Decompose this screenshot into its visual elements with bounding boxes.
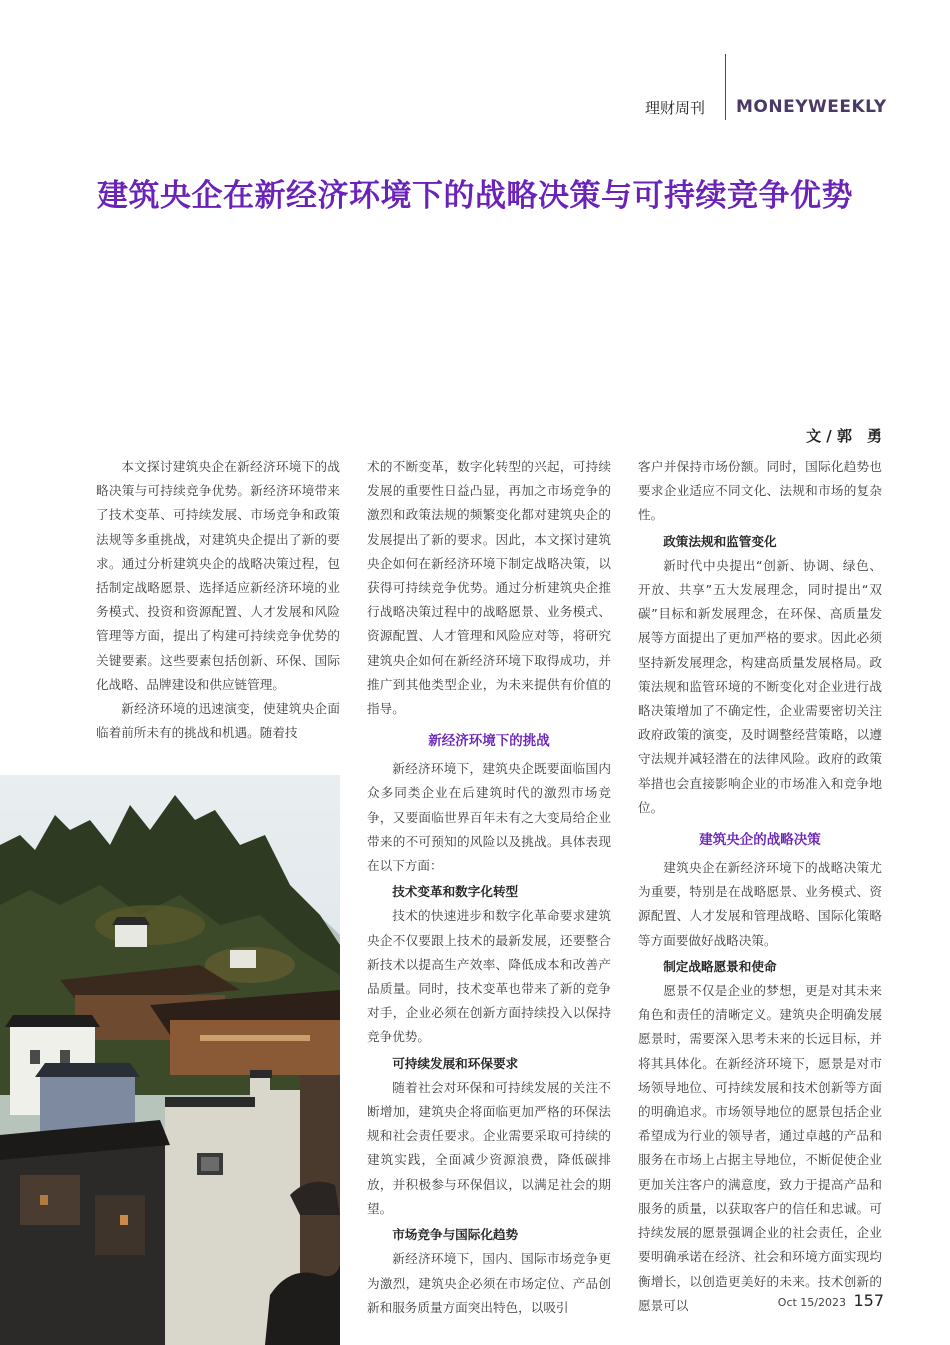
article-title: 建筑央企在新经济环境下的战略决策与可持续竞争优势 <box>97 178 853 214</box>
author-byline: 文 / 郭 勇 <box>806 427 882 445</box>
text-column-2 <box>367 455 611 1320</box>
page-number: 157 <box>853 1291 884 1310</box>
text-column-1 <box>96 455 340 745</box>
paragraph: 新经济环境下，国内、国际市场竞争更为激烈，建筑央企必须在市场定位、产品创新和服务质量方面突出特色，以吸引 <box>367 1251 611 1315</box>
subsection-heading: 政策法规和监管变化 <box>663 533 777 549</box>
village-photo <box>0 775 340 1345</box>
paragraph: 客户并保持市场份额。同时，国际化趋势也要求企业适应不同文化、法规和市场的复杂性。 <box>638 459 882 523</box>
subsection-heading: 技术变革和数字化转型 <box>392 884 519 900</box>
paragraph: 新经济环境的迅速演变，使建筑央企面临着前所未有的挑战和机遇。随着技 <box>96 701 340 741</box>
paragraph: 愿景不仅是企业的梦想，更是对其未来角色和责任的清晰定义。建筑央企明确发展愿景时，需要深入思考未来的长远目标，并将其具体化。在新经济环境下，愿景是对市场领导地位、可持续发展和技术创新等方面的明确追求。市场领导地位的愿景包括企业希望成为行业的领导者，通过卓越的产品和服务在市场上占据主导地位，不断促使企业更加关注客户的满意度，致力于提高产品和服务的质量，以获取客户的信任和忠诚。可持续发展的愿景强调企业的社会责任，企业要明确承诺在经济、社会和环境方面实现均衡增长，以创造更美好的未来。技术创新的愿景可以 <box>638 983 882 1313</box>
section-heading: 建筑央企的战略决策 <box>699 832 821 849</box>
subsection-heading: 市场竞争与国际化趋势 <box>392 1227 519 1243</box>
issue-date: Oct 15/2023 <box>777 1296 846 1309</box>
paragraph: 术的不断变革，数字化转型的兴起，可持续发展的重要性日益凸显，再加之市场竞争的激烈和政策法规的频繁变化都对建筑央企的发展提出了新的要求。因此，本文探讨建筑央企如何在新经济环境下制定战略决策，以获得可持续竞争优势。通过分析建筑央企推行战略决策过程中的战略愿景、业务模式、资源配置、人才管理和风险应对等，将研究建筑央企如何在新经济环境下取得成功，并推广到其他类型企业，为未来提供有价值的指导。 <box>367 459 611 717</box>
paragraph: 新时代中央提出“创新、协调、绿色、开放、共享”五大发展理念，同时提出“双碳”目标和新发展理念，在环保、高质量发展等方面提出了更加严格的要求。因此必须坚持新发展理念，构建高质量发展格局。政策法规和监管环境的不断变化对企业进行战略决策增加了不确定性，企业需要密切关注政府政策的演变，及时调整经营策略，以遵守法规并减轻潜在的法律风险。政府的政策举措也会直接影响企业的市场准入和竞争地位。 <box>638 557 882 815</box>
section-heading: 新经济环境下的挑战 <box>428 733 550 750</box>
subsection-heading: 制定战略愿景和使命 <box>663 958 777 974</box>
village-illustration <box>0 775 340 1345</box>
subsection-heading: 可持续发展和环保要求 <box>392 1055 519 1071</box>
paragraph: 新经济环境下，建筑央企既要面临国内众多同类企业在后建筑时代的激烈市场竞争，又要面临世界百年未有之大变局给企业带来的不可预知的风险以及挑战。具体表现在以下方面： <box>367 761 611 874</box>
section-name-en: MONEYWEEKLY <box>736 97 887 117</box>
header-divider <box>725 54 726 120</box>
text-column-3 <box>638 455 882 1318</box>
paragraph: 技术的快速进步和数字化革命要求建筑央企不仅要跟上技术的最新发展，还要整合新技术以提高生产效率、降低成本和改善产品质量。同时，技术变革也带来了新的竞争对手，企业必须在创新方面持续投入以保持竞争优势。 <box>367 908 611 1045</box>
paragraph: 随着社会对环保和可持续发展的关注不断增加，建筑央企将面临更加严格的环保法规和社会责任要求。企业需要采取可持续的建筑实践，全面减少资源浪费，降低碳排放，并积极参与环保倡议，以满足社会的期望。 <box>367 1079 611 1216</box>
paragraph: 建筑央企在新经济环境下的战略决策尤为重要，特别是在战略愿景、业务模式、资源配置、人才发展和管理战略、国际化策略等方面要做好战略决策。 <box>638 860 882 948</box>
section-name-cn: 理财周刊 <box>645 99 706 117</box>
paragraph: 本文探讨建筑央企在新经济环境下的战略决策与可持续竞争优势。新经济环境带来了技术变革、可持续发展、市场竞争和政策法规等多重挑战，对建筑央企提出了新的要求。通过分析建筑央企的战略决策过程，包括制定战略愿景、选择适应新经济环境的业务模式、投资和资源配置、人才发展和风险管理等方面，提出了构建可持续竞争优势的关键要素。这些要素包括创新、环保、国际化战略、品牌建设和供应链管理。 <box>96 459 340 692</box>
